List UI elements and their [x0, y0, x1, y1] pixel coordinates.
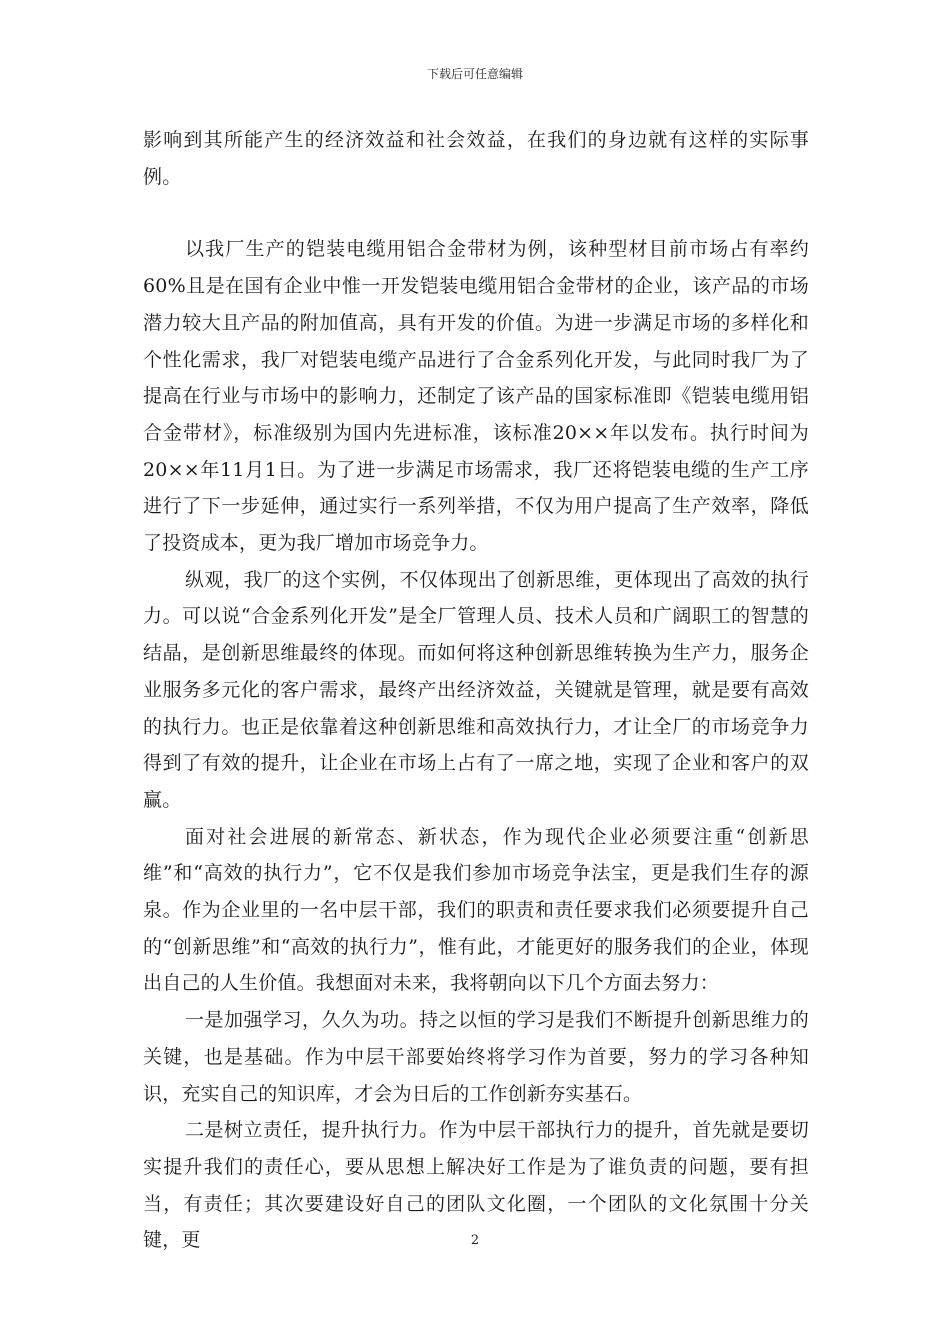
document-body — [143, 122, 809, 1259]
page-number: 2 — [470, 1233, 480, 1248]
paragraph-point-two: 二是树立责任，提升执行力。作为中层干部执行力的提升，首先就是要切实提升我们的责任心，要从思想上解决好工作是为了谁负责的问题，要有担当，有责任；其次要建设好自己的团队文化圈，一个团队的文化氛围十分关键，更 — [143, 1119, 809, 1252]
paragraph-facing-society: 面对社会进展的新常态、新状态，作为现代企业必须要注重“创新思维”和“高效的执行力”，它不仅是我们参加市场竞争法宝，更是我们生存的源泉。作为企业里的一名中层干部，我们的职责和责任要求我们必须要提升自己的“创新思维”和“高效的执行力”，惟有此，才能更好的服务我们的企业，体现出自己的人生价值。我想面对未来，我将朝向以下几个方面去努力： — [143, 825, 809, 995]
paragraph-example: 以我厂生产的铠装电缆用铝合金带材为例，该种型材目前市场占有率约60%且是在国有企业中惟一开发铠装电缆用铝合金带材的企业，该产品的市场潜力较大且产品的附加值高，具有开发的价值。为进一步满足市场的多样化和个性化需求，我厂对铠装电缆产品进行了合金系列化开发，与此同时我厂为了提高在行业与市场中的影响力，还制定了该产品的国家标准即《铠装电缆用铝合金带材》，标准级别为国内先进标准，该标准20××年以发布。执行时间为20××年11月1日。为了进一步满足市场需求，我厂还将铠装电缆的生产工序进行了下一步延伸，通过实行一系列举措，不仅为用户提高了生产效率，降低了投资成本，更为我厂增加市场竞争力。 — [143, 238, 809, 555]
page-header: 下载后可任意编辑 — [426, 67, 523, 81]
paragraph-point-one: 一是加强学习，久久为功。持之以恒的学习是我们不断提升创新思维力的关键，也是基础。作为中层干部要始终将学习作为首要，努力的学习各种知识，充实自己的知识库，才会为日后的工作创新夯实基石。 — [143, 1009, 809, 1105]
paragraph-continuation: 影响到其所能产生的经济效益和社会效益，在我们的身边就有这样的实际事例。 — [143, 129, 809, 188]
paragraph-overview: 纵观，我厂的这个实例，不仅体现出了创新思维，更体现出了高效的执行力。可以说“合金系列化开发”是全厂管理人员、技术人员和广阔职工的智慧的结晶，是创新思维最终的体现。而如何将这种创新思维转换为生产力，服务企业服务多元化的客户需求，最终产出经济效益，关键就是管理，就是要有高效的执行力。也正是依靠着这种创新思维和高效执行力，才让全厂的市场竞争力得到了有效的提升，让企业在市场上占有了一席之地，实现了企业和客户的双赢。 — [143, 568, 809, 811]
